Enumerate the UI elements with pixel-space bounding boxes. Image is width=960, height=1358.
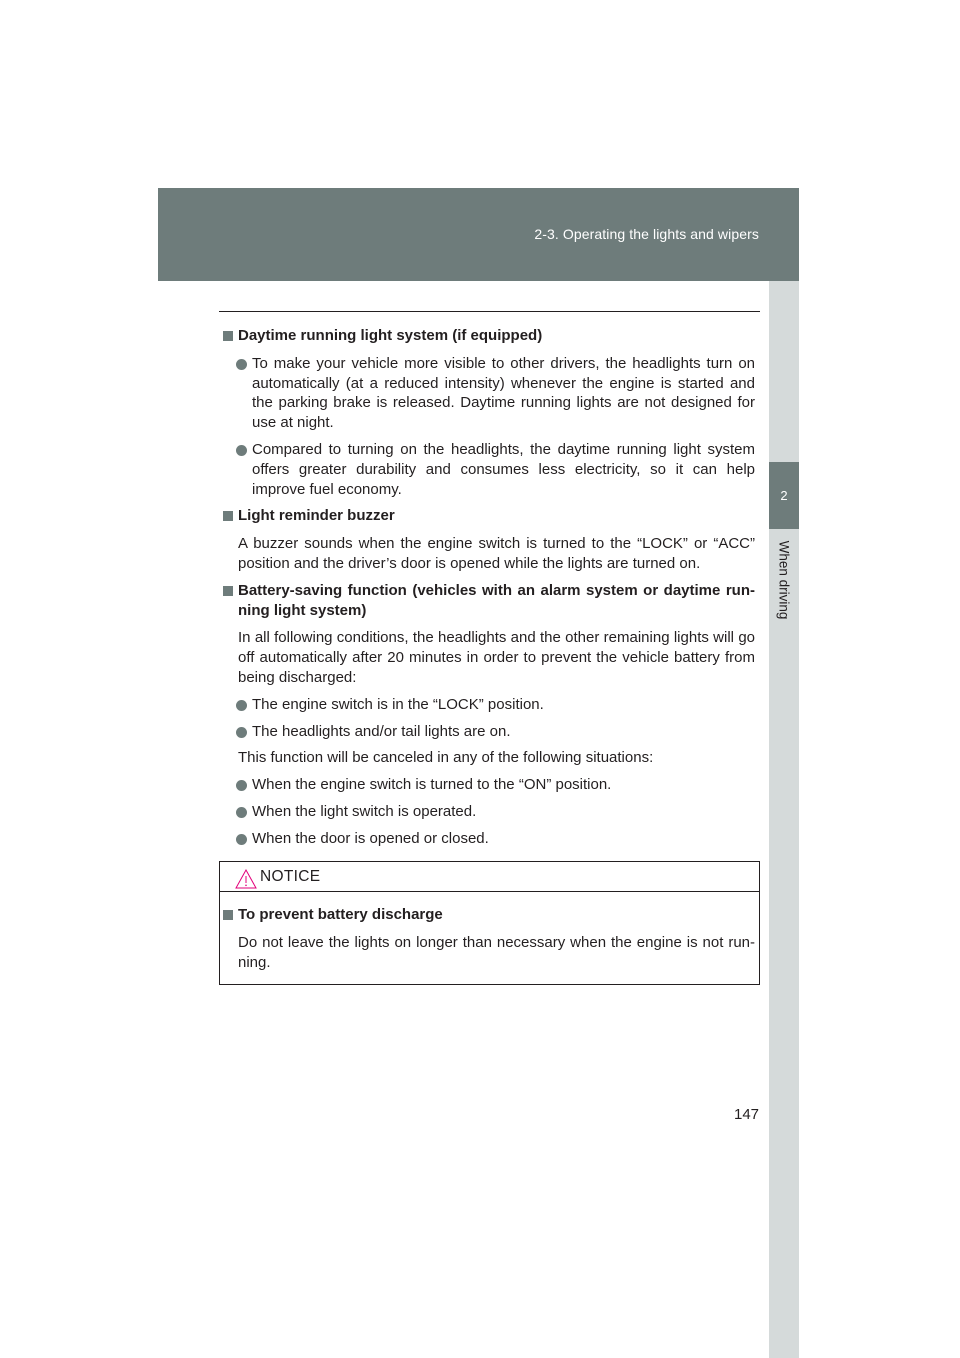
chapter-label: When driving <box>776 540 792 620</box>
page-number: 147 <box>734 1106 760 1123</box>
bullet-item: When the engine switch is turned to the “ON” position. <box>222 775 755 795</box>
main-content <box>222 326 755 856</box>
page-header <box>158 188 799 281</box>
notice-text: Do not leave the lights on longer than necessary when the engine is not run-ning. <box>238 933 755 971</box>
paragraph: This function will be canceled in any of the following situations: <box>238 749 654 767</box>
heading-battery-saving: Battery-saving function (vehicles with an alarm system or daytime run-ning light system) <box>222 581 755 621</box>
bullet-item: The engine switch is in the “LOCK” position. <box>222 695 755 715</box>
chapter-side-tab <box>769 281 799 1358</box>
notice-box <box>219 861 760 985</box>
top-divider <box>219 311 760 312</box>
notice-header <box>220 862 759 892</box>
warning-triangle-icon <box>235 869 257 889</box>
paragraph: In all following conditions, the headlights and the other remaining lights will go off automatically after 20 minutes in order to prevent the vehicle battery from being discharged: <box>238 629 755 686</box>
notice-body <box>222 905 755 979</box>
paragraph: A buzzer sounds when the engine switch is turned to the “LOCK” or “ACC” position and the driver’s door is opened while the lights are turned on. <box>238 535 755 572</box>
chapter-number: 2 <box>769 462 799 529</box>
heading-light-reminder: Light reminder buzzer <box>222 506 755 526</box>
heading-daytime-running-light: Daytime running light system (if equipped) <box>222 326 755 346</box>
bullet-item: When the light switch is operated. <box>222 802 755 822</box>
bullet-item: The headlights and/or tail lights are on. <box>222 722 755 742</box>
notice-heading: To prevent battery discharge <box>222 905 755 925</box>
notice-title: NOTICE <box>260 868 321 885</box>
section-title: 2-3. Operating the lights and wipers <box>534 226 759 242</box>
bullet-item: When the door is opened or closed. <box>222 829 755 849</box>
bullet-item: To make your vehicle more visible to other drivers, the headlights turn on automatically (at a reduced intensity) whenever the engine is started and the parking brake is released. Daytime running lights are not designed for use at night. <box>222 354 755 433</box>
bullet-item: Compared to turning on the headlights, the daytime running light system offers greater durability and consumes less electricity, so it can help improve fuel economy. <box>222 440 755 499</box>
